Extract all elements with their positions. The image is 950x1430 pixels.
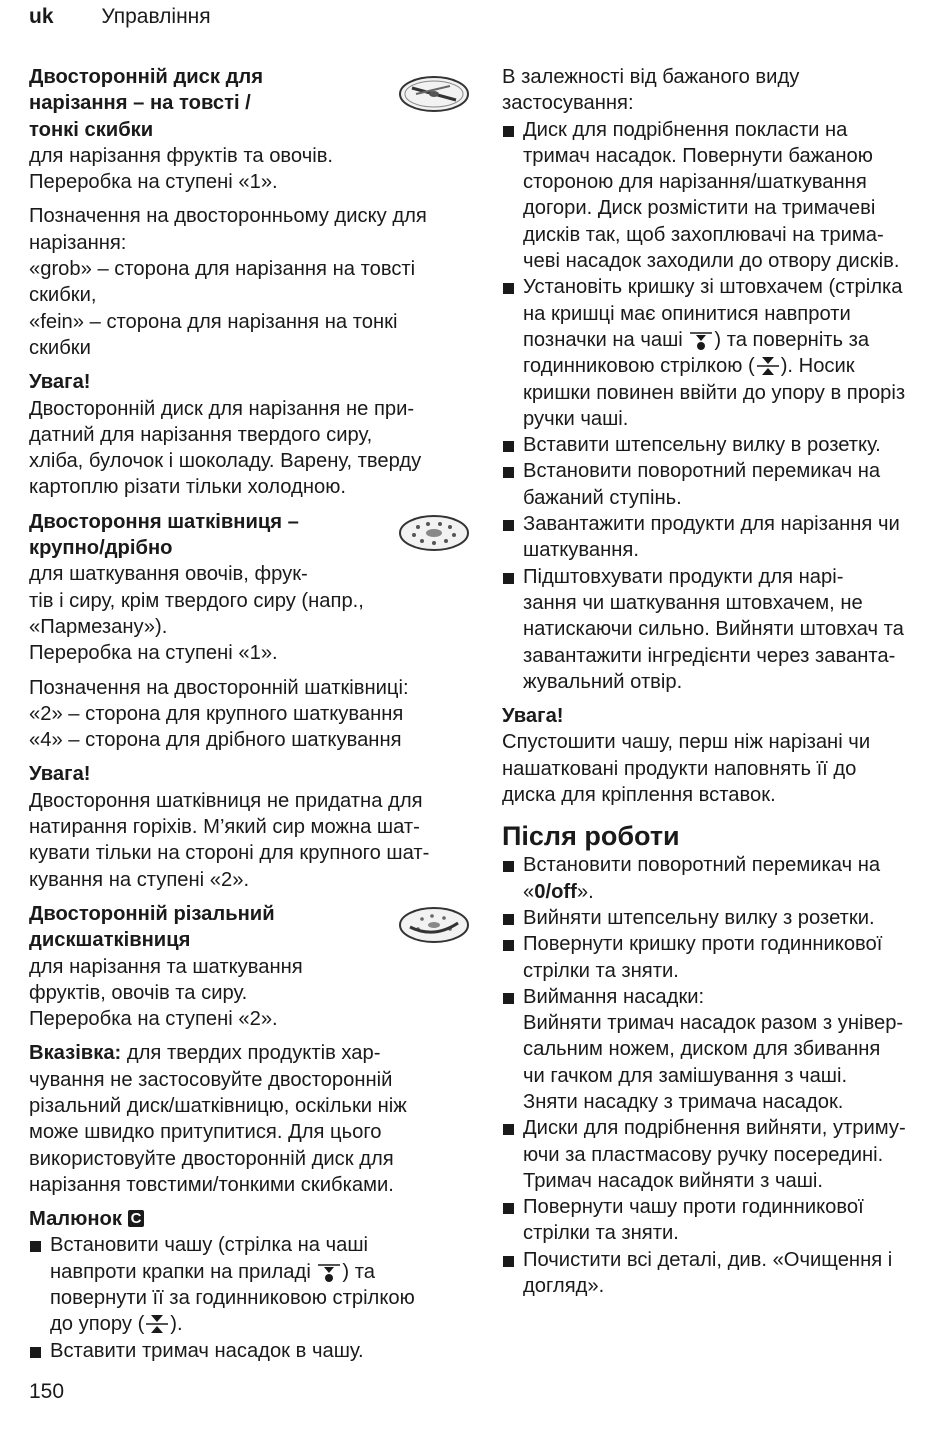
warning-title: Увага! bbox=[502, 705, 564, 728]
list-item bbox=[502, 564, 946, 695]
text-line: жувальний отвір. bbox=[523, 670, 683, 693]
text-line: Повернути кришку проти годинникової bbox=[523, 933, 883, 956]
text-line: догори. Диск розмістити на тримачеві bbox=[523, 197, 876, 220]
text-line: Підштовхувати продукти для нарі- bbox=[523, 565, 844, 588]
arrow-to-dot-icon bbox=[689, 329, 713, 351]
heading-line: тонкі скибки bbox=[29, 118, 154, 141]
text-line: тримач насадок. Повернути бажаною bbox=[523, 144, 873, 167]
intro-block bbox=[502, 64, 946, 117]
list-item bbox=[502, 905, 946, 931]
text-line: Встановити поворотний перемикач на bbox=[523, 460, 881, 483]
text-line: Позначення на двосторонньому диску для bbox=[29, 205, 427, 228]
text-line: Установіть кришку зі штовхачем (стрілка bbox=[523, 276, 903, 299]
text-line: може швидко притупитися. Для цього bbox=[29, 1121, 382, 1144]
text-line: чеві насадок заходили до отвору дисків. bbox=[523, 250, 900, 273]
cutting-disc-heading bbox=[29, 901, 369, 954]
text-line: Двосторонній диск для нарізання не при- bbox=[29, 397, 415, 420]
text-line: Встановити поворотний перемикач на bbox=[523, 854, 881, 877]
shredding-disc-heading bbox=[29, 509, 369, 562]
text-span: позначки на чаші bbox=[523, 328, 689, 351]
text-span: навпроти крапки на приладі bbox=[50, 1260, 317, 1283]
text-line: Переробка на ступені «1». bbox=[29, 171, 278, 194]
text-line bbox=[50, 1259, 474, 1285]
switch-position-label: 0/off bbox=[534, 880, 577, 903]
list-item bbox=[502, 1194, 946, 1247]
text-line: ручки чаші. bbox=[523, 407, 629, 430]
text-line: стрілки та зняти. bbox=[523, 1222, 679, 1245]
note-block bbox=[29, 1040, 474, 1198]
text-line: для шаткування овочів, фрук- bbox=[29, 563, 308, 586]
bullet-square-icon bbox=[30, 1241, 41, 1252]
warning-block bbox=[502, 703, 946, 808]
text-line: чування не застосовуйте двосторонній bbox=[29, 1068, 393, 1091]
bullet-square-icon bbox=[503, 441, 514, 452]
warning-title: Увага! bbox=[29, 763, 91, 786]
text-line: Завантажити продукти для нарізання чи bbox=[523, 513, 900, 536]
bullet-square-icon bbox=[503, 993, 514, 1004]
text-span: для твердих продуктів хар- bbox=[121, 1042, 381, 1065]
right-column bbox=[502, 64, 946, 1299]
text-line: Вийняти тримач насадок разом з універ- bbox=[523, 1012, 904, 1035]
text-line: картоплю різати тільки холодною. bbox=[29, 476, 346, 499]
text-line: нашатковані продукти наповнять її до bbox=[502, 757, 857, 780]
language-code: uk bbox=[29, 5, 54, 28]
slicing-disc-section bbox=[29, 64, 474, 195]
text-line: Встановити чашу (стрілка на чаші bbox=[50, 1234, 369, 1257]
text-line: кришки повинен ввійти до упору в проріз bbox=[523, 381, 906, 404]
text-span: ) та bbox=[342, 1260, 375, 1283]
text-line: «2» – сторона для крупного шаткування bbox=[29, 702, 404, 725]
page-number: 150 bbox=[29, 1380, 65, 1403]
text-line: ючи за пластмасову ручку посередині. bbox=[523, 1143, 884, 1166]
shredding-disc-section bbox=[29, 509, 474, 667]
list-item bbox=[502, 511, 946, 564]
heading-line: Двосторонній диск для bbox=[29, 66, 264, 88]
bullet-square-icon bbox=[503, 1124, 514, 1135]
bullet-square-icon bbox=[503, 573, 514, 584]
list-item bbox=[502, 117, 946, 275]
after-use-list bbox=[502, 852, 946, 1299]
figure-label: Малюнок bbox=[29, 1208, 122, 1231]
heading-line: Двостороння шатківниця – bbox=[29, 510, 299, 533]
text-line: скибки bbox=[29, 336, 91, 359]
text-span: ) та поверніть за bbox=[714, 328, 870, 351]
text-line: застосування: bbox=[502, 92, 634, 115]
text-line: тів і сиру, крім твердого сиру (напр., bbox=[29, 589, 364, 612]
text-line: Виймання насадки: bbox=[523, 985, 705, 1008]
bullet-square-icon bbox=[503, 940, 514, 951]
text-line: Позначення на двосторонній шатківниці: bbox=[29, 676, 409, 699]
bullet-square-icon bbox=[503, 283, 514, 294]
note-label: Вказівка: bbox=[29, 1042, 122, 1065]
text-line: Спустошити чашу, перш ніж нарізані чи bbox=[502, 731, 871, 754]
list-item bbox=[29, 1232, 474, 1337]
list-item bbox=[502, 1247, 946, 1300]
shredding-disc-icon bbox=[398, 513, 470, 553]
page-header bbox=[29, 5, 211, 29]
text-line: використовуйте двосторонній диск для bbox=[29, 1147, 394, 1170]
bullet-square-icon bbox=[503, 914, 514, 925]
list-item bbox=[502, 931, 946, 984]
bullet-square-icon bbox=[503, 126, 514, 137]
arrows-align-icon bbox=[756, 355, 780, 377]
text-line: для нарізання фруктів та овочів. bbox=[29, 144, 334, 167]
left-column bbox=[29, 64, 474, 1364]
text-span: до упору ( bbox=[50, 1313, 145, 1336]
slicing-disc-heading bbox=[29, 64, 369, 143]
note-first-line bbox=[29, 1040, 474, 1066]
text-line: скибки, bbox=[29, 284, 97, 307]
text-line: Вийняти штепсельну вилку з розетки. bbox=[523, 906, 875, 929]
text-span: годинниковою стрілкою ( bbox=[523, 355, 755, 378]
text-line: Вставити штепсельну вилку в розетку. bbox=[523, 434, 881, 457]
text-line: натискаючи сильно. Вийняти штовхач та bbox=[523, 618, 904, 641]
text-line: дисків так, щоб захоплювачі на трима- bbox=[523, 223, 884, 246]
text-line bbox=[523, 327, 946, 353]
cutting-disc-icon bbox=[398, 905, 470, 945]
bullet-square-icon bbox=[503, 467, 514, 478]
list-item bbox=[502, 274, 946, 432]
text-line: Диски для подрібнення вийняти, утриму- bbox=[523, 1117, 906, 1140]
text-line: стрілки та зняти. bbox=[523, 959, 679, 982]
section-title: Управління bbox=[101, 5, 211, 28]
bullet-square-icon bbox=[30, 1347, 41, 1358]
bullet-square-icon bbox=[503, 1203, 514, 1214]
text-line: Почистити всі деталі, див. «Очищення і bbox=[523, 1248, 893, 1271]
figure-reference bbox=[29, 1206, 474, 1232]
text-line: «4» – сторона для дрібного шаткування bbox=[29, 729, 402, 752]
heading-line: Двосторонній різальний bbox=[29, 902, 275, 925]
heading-line: крупно/дрібно bbox=[29, 537, 173, 560]
bullet-square-icon bbox=[503, 520, 514, 531]
text-line: В залежності від бажаного виду bbox=[502, 66, 800, 88]
bullet-square-icon bbox=[503, 1256, 514, 1267]
slicing-disc-icon bbox=[398, 74, 470, 114]
text-line: Двостороння шатківниця не придатна для bbox=[29, 789, 423, 812]
list-item bbox=[502, 1115, 946, 1194]
list-item bbox=[29, 1338, 474, 1364]
text-line: на кришці має опинитися навпроти bbox=[523, 302, 851, 325]
text-line: Переробка на ступені «1». bbox=[29, 642, 278, 665]
text-line: сальним ножем, диском для збивання bbox=[523, 1038, 881, 1061]
text-line: нарізання товстими/тонкими скибками. bbox=[29, 1173, 394, 1196]
heading-line: нарізання – на товсті / bbox=[29, 92, 251, 115]
warning-block bbox=[29, 369, 474, 500]
text-line: «fein» – сторона для нарізання на тонкі bbox=[29, 310, 398, 333]
text-span: ). Носик bbox=[780, 355, 855, 378]
text-line: бажаний ступінь. bbox=[523, 486, 682, 509]
text-line: Переробка на ступені «2». bbox=[29, 1008, 278, 1031]
text-line: Тримач насадок вийняти з чаші. bbox=[523, 1169, 824, 1192]
text-line: шаткування. bbox=[523, 539, 639, 562]
shredding-disc-markings bbox=[29, 675, 474, 754]
text-span: ). bbox=[170, 1313, 183, 1336]
text-line bbox=[523, 879, 946, 905]
text-line: диска для кріплення вставок. bbox=[502, 784, 776, 807]
list-item bbox=[502, 432, 946, 458]
text-line bbox=[523, 353, 946, 379]
text-line: Диск для подрібнення покласти на bbox=[523, 118, 848, 141]
text-span: ». bbox=[576, 880, 594, 903]
list-item bbox=[502, 458, 946, 511]
figure-letter-badge: C bbox=[128, 1210, 145, 1227]
text-line: кування на ступені «2». bbox=[29, 868, 250, 891]
text-line: догляд». bbox=[523, 1275, 605, 1298]
warning-block bbox=[29, 761, 474, 892]
text-line: повернути її за годинниковою стрілкою bbox=[50, 1287, 415, 1310]
text-line: Повернути чашу проти годинникової bbox=[523, 1196, 864, 1219]
text-line: Вставити тримач насадок в чашу. bbox=[50, 1339, 364, 1362]
text-line: натирання горіхів. М’який сир можна шат- bbox=[29, 816, 420, 839]
text-line: фруктів, овочів та сиру. bbox=[29, 981, 248, 1004]
arrows-align-icon bbox=[145, 1313, 169, 1335]
list-item bbox=[502, 984, 946, 1115]
text-line: для нарізання та шаткування bbox=[29, 955, 303, 978]
slicing-disc-markings bbox=[29, 203, 474, 361]
figure-block bbox=[29, 1206, 474, 1364]
text-line: чи гачком для замішування з чаші. bbox=[523, 1064, 848, 1087]
cutting-disc-section bbox=[29, 901, 474, 1032]
bullet-square-icon bbox=[503, 861, 514, 872]
text-line: кувати тільки на стороні для крупного шат- bbox=[29, 842, 430, 865]
warning-title: Увага! bbox=[29, 371, 91, 394]
text-line: хліба, булочок і шоколаду. Варену, тверду bbox=[29, 450, 422, 473]
arrow-to-dot-icon bbox=[317, 1261, 341, 1283]
text-line: стороною для нарізання/шаткування bbox=[523, 171, 867, 194]
text-line: нарізання: bbox=[29, 231, 127, 254]
text-line bbox=[50, 1311, 474, 1337]
text-line: «Пармезану»). bbox=[29, 615, 168, 638]
text-line: «grob» – сторона для нарізання на товсті bbox=[29, 258, 416, 281]
after-use-heading: Після роботи bbox=[502, 821, 680, 852]
text-span: « bbox=[523, 880, 535, 903]
text-line: різальний диск/шатківницю, оскільки ніж bbox=[29, 1094, 407, 1117]
text-line: завантажити інгредієнти через заванта- bbox=[523, 644, 896, 667]
text-line: зання чи шаткування штовхачем, не bbox=[523, 591, 863, 614]
text-line: Зняти насадку з тримача насадок. bbox=[523, 1090, 844, 1113]
text-line: датний для нарізання твердого сиру, bbox=[29, 423, 373, 446]
usage-steps-list bbox=[502, 117, 946, 696]
list-item bbox=[502, 852, 946, 905]
instruction-list bbox=[29, 1232, 474, 1363]
heading-line: дискшатківниця bbox=[29, 929, 191, 952]
